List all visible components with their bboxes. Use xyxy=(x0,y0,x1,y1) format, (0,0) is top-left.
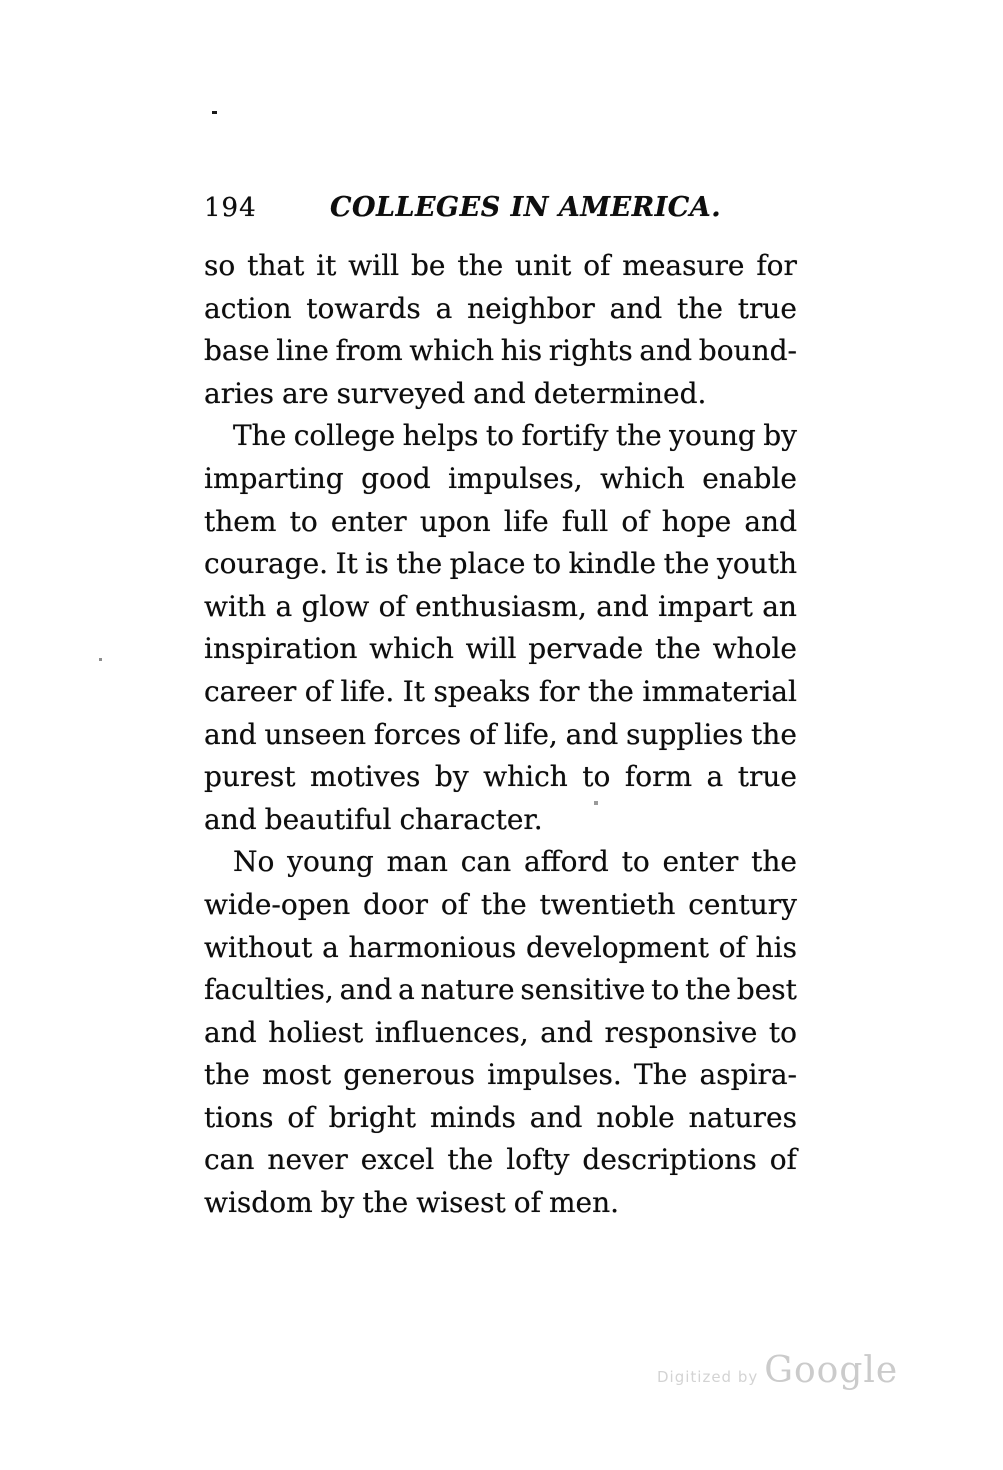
text-line: courage. It is the place to kindle the youth xyxy=(204,547,797,581)
ink-speck xyxy=(99,658,102,661)
text-line: with a glow of enthusiasm, and impart an xyxy=(204,589,797,623)
text-line: base line from which his rights and bound- xyxy=(204,334,797,368)
text-line: them to enter upon life full of hope and xyxy=(204,504,797,538)
page-number: 194 xyxy=(204,193,257,223)
text-line: tions of bright minds and noble natures xyxy=(204,1100,797,1134)
running-header-title: COLLEGES IN AMERICA. xyxy=(330,192,722,223)
paragraph xyxy=(204,841,797,1224)
text-line: wide-open door of the twentieth century xyxy=(204,887,797,921)
text-line: can never excel the lofty descriptions of xyxy=(204,1143,797,1177)
digitized-by-label: Digitized by xyxy=(657,1368,759,1386)
text-line: and beautiful character. xyxy=(204,802,543,836)
body-text xyxy=(204,245,797,1225)
text-line: inspiration which will pervade the whole xyxy=(204,632,797,666)
text-line: aries are surveyed and determined. xyxy=(204,376,707,410)
watermark xyxy=(657,1350,898,1391)
text-line: purest motives by which to form a true xyxy=(204,760,797,794)
text-line: the most generous impulses. The aspira- xyxy=(204,1058,797,1092)
text-line: imparting good impulses, which enable xyxy=(204,461,797,495)
text-line: so that it will be the unit of measure for xyxy=(204,249,797,282)
text-line: faculties, and a nature sensitive to the best xyxy=(204,973,797,1007)
text-line: career of life. It speaks for the immaterial xyxy=(204,674,797,708)
paragraph xyxy=(204,415,797,841)
text-line: and holiest influences, and responsive to xyxy=(204,1015,797,1049)
text-line: and unseen forces of life, and supplies the xyxy=(204,717,797,751)
text-line: without a harmonious development of his xyxy=(204,930,797,964)
text-line: No young man can afford to enter the xyxy=(233,845,797,879)
text-line: The college helps to fortify the young by xyxy=(233,419,797,453)
ink-speck xyxy=(212,111,217,114)
text-line: wisdom by the wisest of men. xyxy=(204,1186,620,1220)
google-logo-text: Google xyxy=(764,1350,899,1391)
paragraph xyxy=(204,245,797,415)
text-line: action towards a neighbor and the true xyxy=(204,291,797,325)
